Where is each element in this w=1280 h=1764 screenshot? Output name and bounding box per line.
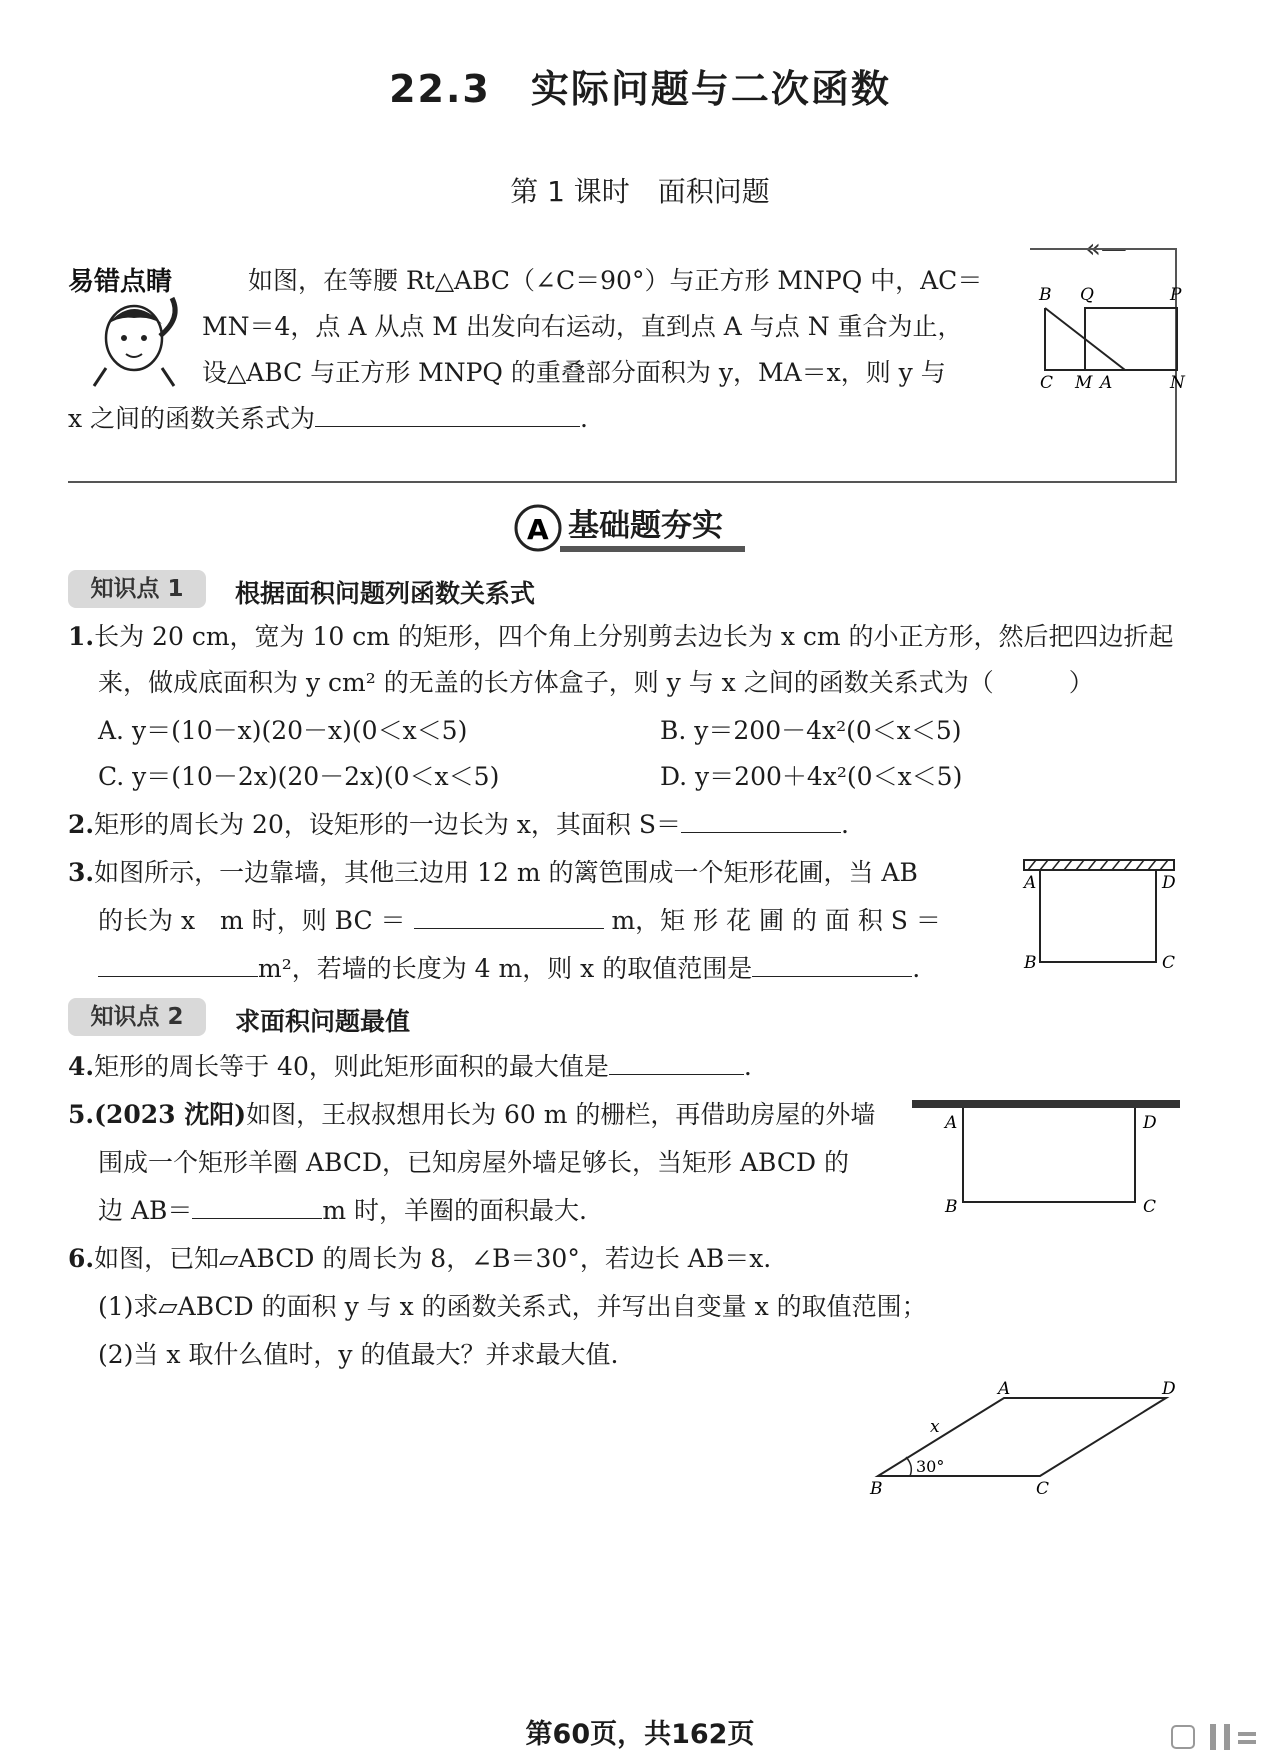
svg-text:D: D <box>1143 1113 1157 1133</box>
q5-line-1: 5.(2023 沈阳)如图，王叔叔想用长为 60 m 的栅栏，再借助房屋的外墙 <box>68 1100 876 1129</box>
q6-line-1: 6.如图，已知▱ABCD 的周长为 8，∠B＝30°，若边长 AB＝x. <box>68 1244 772 1273</box>
arrow-left-icon: «— <box>1085 234 1127 264</box>
q2-line: 2.矩形的周长为 20，设矩形的一边长为 x，其面积 S＝ . <box>68 802 849 848</box>
section-letter: A <box>527 513 549 546</box>
q6-part-1: (1)求▱ABCD 的面积 y 与 x 的函数关系式，并写出自变量 x 的取值范围； <box>98 1292 927 1321</box>
kp2-badge: 知识点 2 <box>68 998 206 1036</box>
svg-text:N: N <box>1170 373 1185 393</box>
q3-area-blank[interactable] <box>98 950 258 977</box>
svg-text:x: x <box>930 1417 940 1437</box>
tip-line-2: MN＝4，点 A 从点 M 出发向右运动，直到点 A 与点 N 重合为止， <box>202 312 963 341</box>
kp2-title: 求面积问题最值 <box>235 1007 411 1036</box>
q3-line-2: 的长为 x m 时，则 BC ＝ m，矩 形 花 圃 的 面 积 S ＝ <box>98 898 941 944</box>
q5-line-3: 边 AB＝ m 时，羊圈的面积最大. <box>98 1188 587 1234</box>
tip-badge-illustration <box>64 258 204 388</box>
q1-line-1: 1.长为 20 cm，宽为 10 cm 的矩形，四个角上分别剪去边长为 x cm 的小正方形，然后把四边折起 <box>68 622 1174 651</box>
page-indicator: 第60页，共162页 <box>525 1719 755 1750</box>
q3-figure-garden <box>1020 856 1190 986</box>
svg-text:D: D <box>1162 1379 1176 1399</box>
q1-option-b[interactable]: B. y＝200－4x²(0＜x＜5) <box>660 716 962 745</box>
svg-text:P: P <box>1170 285 1182 305</box>
q3-line-3: m²，若墙的长度为 4 m，则 x 的取值范围是 . <box>98 946 920 992</box>
svg-text:B: B <box>870 1479 883 1499</box>
tip-line-4: x 之间的函数关系式为 . <box>68 396 588 442</box>
svg-text:C: C <box>1162 953 1176 973</box>
tip-line-1: 如图，在等腰 Rt△ABC（∠C＝90°）与正方形 MNPQ 中，AC＝ <box>248 266 983 295</box>
svg-text:D: D <box>1162 873 1176 893</box>
svg-text:A: A <box>998 1379 1011 1399</box>
q2-answer-blank[interactable] <box>681 806 841 833</box>
thinking-person-icon <box>94 298 175 386</box>
kp1-title: 根据面积问题列函数关系式 <box>235 579 536 608</box>
svg-text:A: A <box>945 1113 958 1133</box>
svg-text:C: C <box>1040 373 1054 393</box>
q5-line-2: 围成一个矩形羊圈 ABCD，已知房屋外墙足够长，当矩形 ABCD 的 <box>98 1148 849 1177</box>
q6-figure-parallelogram <box>860 1379 1190 1504</box>
q5-figure-pen <box>910 1096 1182 1218</box>
tip-question: x 之间的函数关系式为 <box>68 404 316 433</box>
q1-line-2: 来，做成底面积为 y cm² 的无盖的长方体盒子，则 y 与 x 之间的函数关系式为（ ） <box>98 668 1094 697</box>
tip-frame-top <box>1030 248 1175 250</box>
svg-text:B: B <box>1039 285 1052 305</box>
q4-answer-blank[interactable] <box>609 1048 744 1075</box>
lesson-subtitle: 第 1 课时 面积问题 <box>510 175 770 208</box>
tip-figure-triangle-square <box>1030 282 1185 393</box>
q3-bc-blank[interactable] <box>414 902 604 929</box>
svg-text:B: B <box>945 1197 958 1217</box>
svg-text:30°: 30° <box>916 1457 945 1476</box>
svg-text:C: C <box>1036 1479 1050 1499</box>
page-title: 22.3 实际问题与二次函数 <box>389 67 891 111</box>
svg-text:M: M <box>1075 373 1093 393</box>
svg-text:C: C <box>1143 1197 1157 1217</box>
q5-answer-blank[interactable] <box>192 1192 322 1219</box>
q4-line: 4.矩形的周长等于 40，则此矩形面积的最大值是 . <box>68 1044 752 1090</box>
q6-part-2: (2)当 x 取什么值时，y 的值最大？并求最大值. <box>98 1340 619 1369</box>
viewer-toolbar-icons[interactable] <box>1170 1722 1260 1752</box>
tip-frame-bottom <box>68 481 1177 483</box>
q3-line-1: 3.如图所示，一边靠墙，其他三边用 12 m 的篱笆围成一个矩形花圃，当 AB <box>68 858 918 887</box>
svg-text:A: A <box>1100 373 1113 393</box>
tip-line-3: 设△ABC 与正方形 MNPQ 的重叠部分面积为 y，MA＝x，则 y 与 <box>202 358 946 387</box>
section-title: 基础题夯实 <box>568 508 723 544</box>
tip-badge-text: 易错点睛 <box>68 267 173 297</box>
q1-option-c[interactable]: C. y＝(10－2x)(20－2x)(0＜x＜5) <box>98 762 500 791</box>
kp1-badge: 知识点 1 <box>68 570 206 608</box>
q1-option-a[interactable]: A. y＝(10－x)(20－x)(0＜x＜5) <box>98 716 468 745</box>
svg-text:B: B <box>1024 953 1037 973</box>
tip-answer-blank[interactable] <box>315 400 580 427</box>
svg-text:Q: Q <box>1080 285 1094 305</box>
svg-text:A: A <box>1024 873 1037 893</box>
q1-option-d[interactable]: D. y＝200＋4x²(0＜x＜5) <box>660 762 963 791</box>
q3-range-blank[interactable] <box>752 950 912 977</box>
